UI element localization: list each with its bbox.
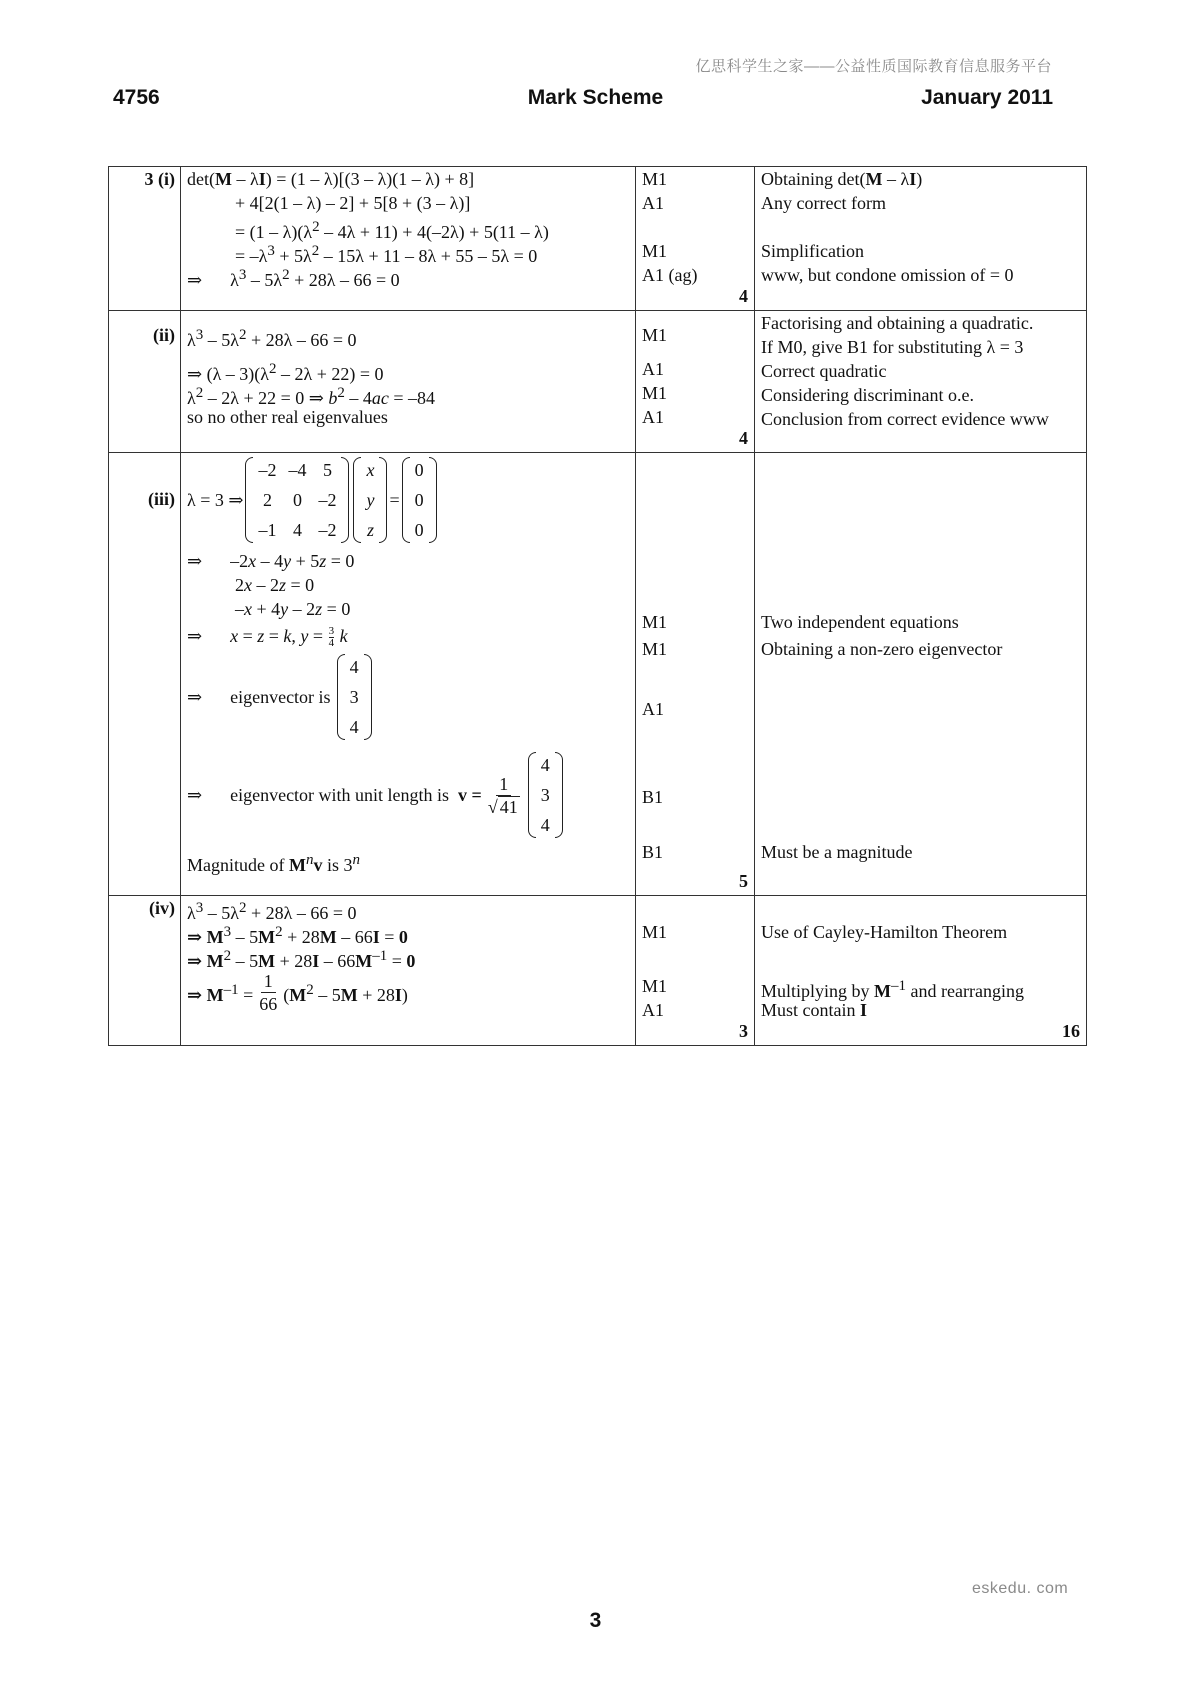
watermark-top: 亿思科学生之家——公益性质国际教育信息服务平台 [695, 58, 1052, 75]
working-line: = $-\lambda^3 + 5\lambda^2 - 15\lambda + 11 - 8\lambda + 55 - 5\lambda = 0$ [235, 243, 538, 266]
comment: www, but condone omission of = 0 [761, 265, 1014, 285]
mark: M1 [642, 639, 668, 659]
subtotal: 4 [739, 428, 748, 448]
marks-cell [636, 453, 755, 896]
part-ii-row [109, 311, 1087, 453]
working-cell [181, 453, 636, 896]
part-label: (iii) [148, 489, 175, 509]
lambda-prefix: λ = 3 ⇒ [187, 490, 244, 510]
marks-cell [636, 311, 755, 453]
mark: M1 [642, 612, 668, 632]
comment [761, 215, 1086, 239]
coefficient-matrix [245, 455, 349, 545]
part-label: (iv) [149, 898, 175, 918]
working-line: ⇒ –2x – 4y + 5z = 0 [187, 551, 355, 571]
subtotal: 5 [739, 871, 748, 891]
part-label-cell [109, 311, 181, 453]
mark: A1 [642, 1000, 664, 1020]
vector-entry: 0 [414, 520, 424, 540]
comments-cell [755, 167, 1087, 311]
comments-cell [755, 453, 1087, 896]
unit-text: eigenvector with unit length is [230, 785, 450, 805]
vector-entry: 4 [349, 717, 359, 737]
mark: B1 [642, 787, 664, 807]
zero-vector [402, 455, 437, 545]
working-cell [181, 167, 636, 311]
part-i-row [109, 167, 1087, 311]
working-line: –x + 4y – 2z = 0 [235, 599, 351, 619]
part-iii-row [109, 453, 1087, 896]
vector-entry: 4 [540, 755, 550, 775]
comment: Obtaining a non-zero eigenvector [761, 639, 1003, 659]
vector-entry: 3 [349, 687, 359, 707]
working-line: ⇒ $M^3 - 5M^2 + 28M - 66I = 0$ [187, 924, 408, 947]
matrix-entry: –2 [258, 460, 277, 480]
vector-entry: 0 [414, 490, 424, 510]
matrix-entry: 4 [292, 520, 302, 540]
question-total: 16 [1062, 1021, 1080, 1041]
matrix-equation [187, 455, 635, 545]
matrix-entry: 5 [322, 460, 332, 480]
mark: B1 [642, 842, 664, 862]
matrix-entry: 0 [292, 490, 302, 510]
working-line: 2x – 2z = 0 [235, 575, 315, 595]
matrix-entry: –4 [288, 460, 307, 480]
working-line: ⇒ $M^2 - 5M + 28I - 66M^{-1} = 0$ [187, 948, 416, 971]
mark [642, 215, 754, 239]
page-number: 3 [589, 1609, 602, 1632]
vector-entry: 4 [540, 815, 550, 835]
comment: If M0, give B1 for substituting λ = 3 [761, 337, 1024, 357]
header-date: January 2011 [921, 86, 1053, 109]
inverse-fraction [256, 970, 280, 1015]
mark: M1 [642, 325, 668, 345]
working-line: $\lambda^3 - 5\lambda^2 + 28\lambda - 66 = 0$ [187, 900, 357, 923]
comments-cell [755, 896, 1087, 1046]
header-code: 4756 [113, 86, 160, 109]
vector-entry: 4 [349, 657, 359, 677]
mark: M1 [642, 922, 668, 942]
eigenvector [337, 652, 372, 742]
marks-cell [636, 896, 755, 1046]
comments-cell [755, 311, 1087, 453]
fraction-denominator: 66 [259, 994, 278, 1014]
comment: Use of Cayley-Hamilton Theorem [761, 922, 1008, 942]
unit-fraction: $\frac{1}{√ 41}$ [487, 773, 518, 817]
working-line: + 4[2(1 – λ) – 2] + 5[8 + (3 – λ)] [235, 193, 471, 213]
part-label-cell [109, 167, 181, 311]
comment: Must be a magnitude [761, 842, 913, 862]
eigenvector-expression: ⇒ eigenvector is 4 3 4 [187, 652, 635, 742]
working-line: ⇒ x = z = k, y = $\frac{3}{4}$ k [187, 625, 348, 650]
comment: Multiplying by $M^{-1}$ and rearranging [761, 978, 1024, 1001]
working-line: Magnitude of $M^nv$ is 3$^n$ [187, 852, 360, 875]
comment: Obtaining det(M – λI) [761, 169, 923, 189]
mark: A1 [642, 359, 664, 379]
mark: M1 [642, 169, 668, 189]
variable-vector [353, 455, 387, 545]
vector-entry: 3 [540, 785, 550, 805]
watermark-bottom: eskedu. com [972, 1580, 1069, 1597]
vector-entry: z [366, 520, 374, 540]
comment: Must contain I [761, 1000, 868, 1020]
comment: Any correct form [761, 193, 886, 213]
inverse-expression: ⇒ $M^{-1}$ = $\frac{1}{66}$ $(M^2 - 5M + 28I)$ [187, 971, 408, 1014]
mark: A1 (ag) [642, 265, 698, 285]
part-label: (ii) [153, 325, 175, 345]
header-title: Mark Scheme [527, 86, 664, 109]
working-line: = $(1 - \lambda)(\lambda^2 - 4\lambda + 11) + 4(-2\lambda) + 5(11 - \lambda)$ [235, 219, 549, 242]
eigenvector-text: eigenvector is [230, 687, 331, 707]
subtotal: 4 [739, 286, 748, 306]
part-label-cell [109, 896, 181, 1046]
vector-entry: y [366, 490, 375, 510]
working-line: ⇒ $(\lambda - 3)(\lambda^2 - 2\lambda + 22) = 0$ [187, 361, 384, 384]
unit-v-label: v = [458, 785, 482, 805]
matrix-entry: –1 [258, 520, 277, 540]
mark: A1 [642, 193, 664, 213]
working-cell [181, 311, 636, 453]
comment: Simplification [761, 241, 864, 261]
working-line: ⇒ $\lambda^3 - 5\lambda^2 + 28\lambda - 66 = 0$ [187, 267, 400, 290]
vector-entry: x [366, 460, 375, 480]
mark: M1 [642, 383, 668, 403]
working-line: $\lambda^2 - 2\lambda + 22 = 0$ ⇒ $b^2 - 4ac = -84$ [187, 385, 436, 408]
fraction-numerator: 1 [496, 773, 511, 796]
working-cell [181, 896, 636, 1046]
matrix-entry: 2 [262, 490, 272, 510]
vector-entry: 0 [414, 460, 424, 480]
working-line: det(M – λI) = (1 – λ)[(3 – λ)(1 – λ) + 8] [187, 169, 475, 189]
comment: Factorising and obtaining a quadratic. [761, 313, 1034, 333]
matrix-entry: –2 [318, 490, 337, 510]
comment: Correct quadratic [761, 361, 887, 381]
working-line: $\lambda^3 - 5\lambda^2 + 28\lambda - 66 = 0$ [187, 327, 357, 350]
comment: Two independent equations [761, 612, 959, 632]
mark: M1 [642, 976, 668, 996]
working-line: so no other real eigenvalues [187, 407, 388, 427]
matrix-entry: –2 [318, 520, 337, 540]
part-iv-row [109, 896, 1087, 1046]
fraction-numerator: 1 [261, 970, 276, 993]
unit-vector [528, 750, 563, 840]
fraction-denominator: 41 [499, 796, 518, 817]
mark: M1 [642, 241, 668, 261]
marks-cell [636, 167, 755, 311]
part-label: 3 (i) [144, 169, 175, 189]
mark-scheme-table [108, 166, 1087, 1046]
comment: Conclusion from correct evidence www [761, 409, 1049, 429]
mark: A1 [642, 407, 664, 427]
comment: Considering discriminant o.e. [761, 385, 974, 405]
subtotal: 3 [739, 1021, 748, 1041]
mark: A1 [642, 699, 664, 719]
part-label-cell [109, 453, 181, 896]
equals-sign: = [389, 490, 400, 510]
unit-eigenvector-expression: ⇒ eigenvector with unit length is v = $\frac{1}{√ 41}$ 4 3 4 [187, 750, 635, 840]
